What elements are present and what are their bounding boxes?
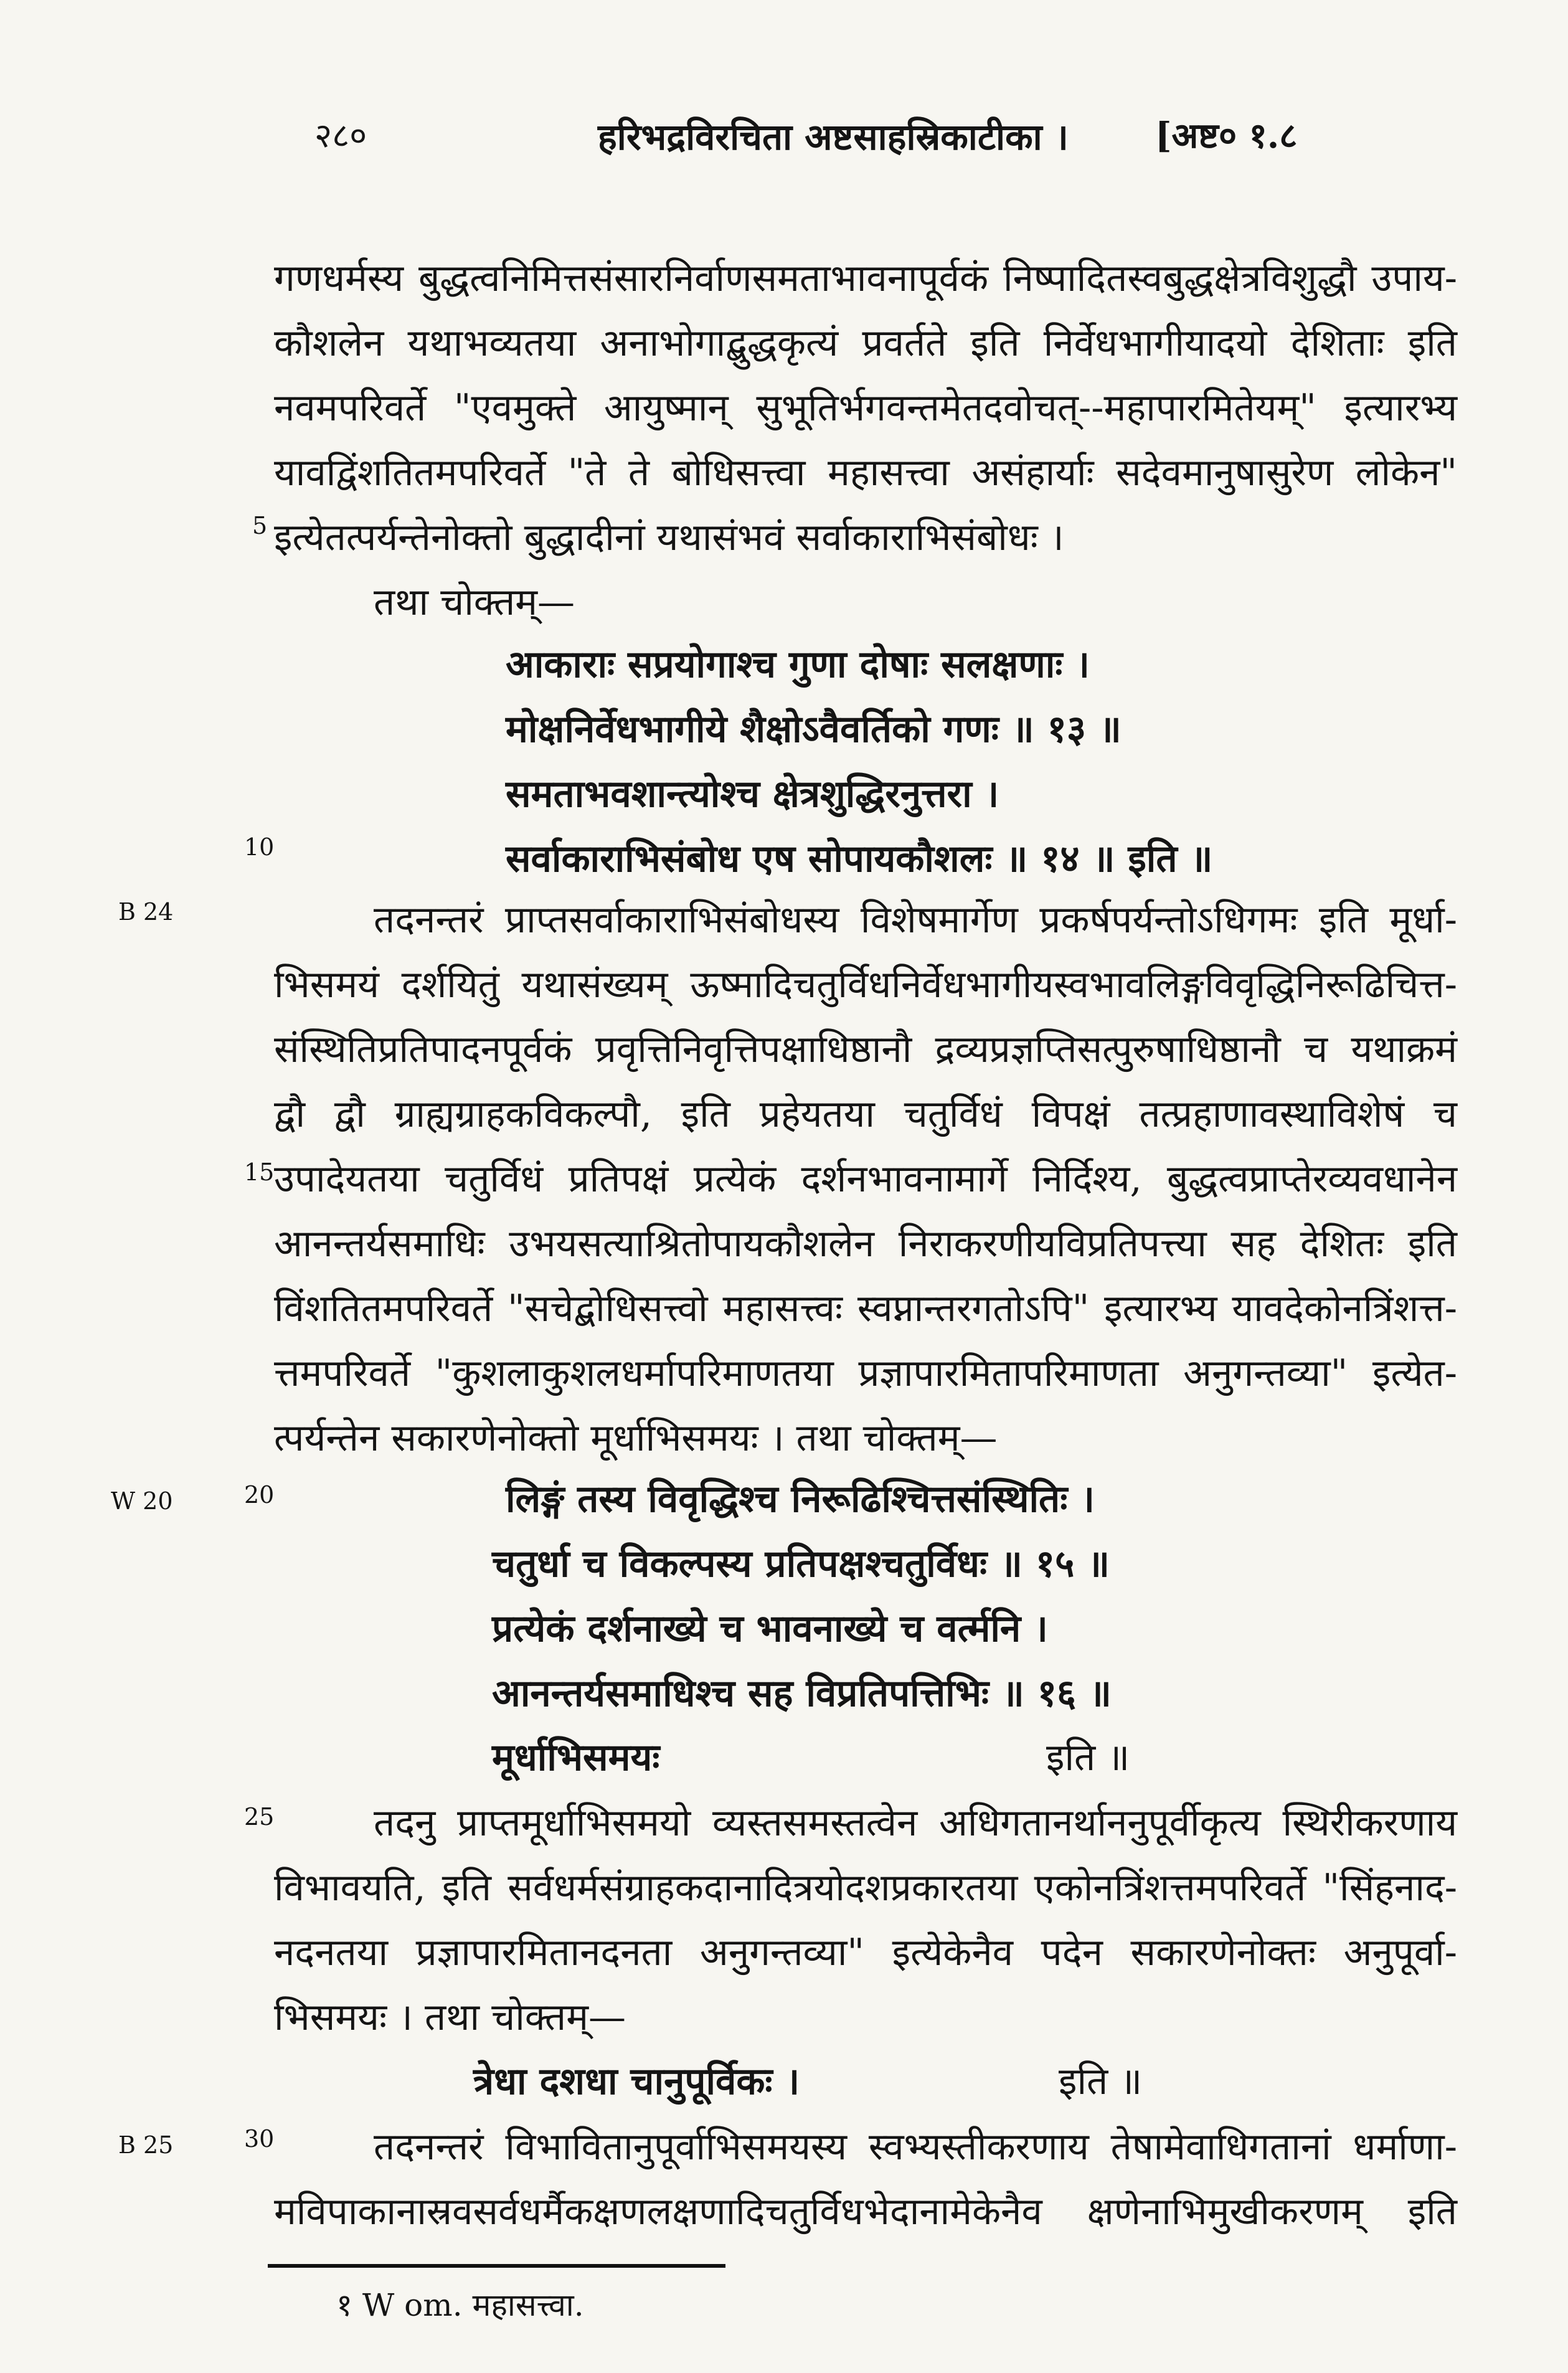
verse-1 <box>0 632 1568 891</box>
text-line: तदनन्तरं विभावितानुपूर्वाभिसमयस्य स्वभ्यस्तीकरणाय तेषामेवाधिगतानां धर्माणा- <box>374 2125 1457 2169</box>
verse-line: लिङ्गं तस्य विवृद्धिश्च निरूढिश्चित्तसंस्थितिः । <box>506 1477 1095 1521</box>
text-line: त्तमपरिवर्ते "कुशलाकुशलधर्मापरिमाणतया प्रज्ञापारमितापरिमाणता अनुगन्तव्या" इत्येत- <box>274 1352 1457 1395</box>
line-number: 5 <box>252 512 268 539</box>
verse-line: मोक्षनिर्वेधभागीये शैक्षोऽवैवर्तिको गणः ॥ १३ ॥ <box>506 708 1122 751</box>
paragraph-4 <box>274 2115 1457 2244</box>
verse-end-marker: इति ॥ <box>1059 2060 1143 2103</box>
text-line: नवमपरिवर्ते "एवमुक्ते आयुष्मान् सुभूतिर्भगवन्तमेतदवोचत्--महापारमितेयम्" इत्यारभ्य <box>274 386 1457 430</box>
text-line: यावद्विंशतितमपरिवर्ते "ते ते बोधिसत्त्वा महासत्त्वा असंहार्याः सदेवमानुषासुरेण लोकेन" <box>274 451 1457 495</box>
text-line: नदनतया प्रज्ञापारमितानदनता अनुगन्तव्या" इत्येकेनैव पदेन सकारणेनोक्तः अनुपूर्वा- <box>274 1931 1457 1974</box>
verse-end-marker: इति ॥ <box>1046 1736 1130 1779</box>
text-line: विभावयति, इति सर्वधर्मसंग्राहकदानादित्रयोदशप्रकारतया एकोनत्रिंशत्तमपरिवर्ते "सिंहनाद- <box>274 1866 1457 1910</box>
paragraph-3 <box>274 1791 1457 2050</box>
line-number: 30 <box>244 2125 275 2153</box>
margin-reference: B 24 <box>118 898 174 926</box>
page-header <box>0 111 1568 167</box>
line-number: 15 <box>244 1158 275 1186</box>
section-reference: [अष्ट० १.८ <box>1155 115 1298 156</box>
margin-reference: W 20 <box>111 1487 173 1515</box>
text-line: भिसमयं दर्शयितुं यथासंख्यम् ऊष्मादिचतुर्विधनिर्वेधभागीयस्वभावलिङ्गविवृद्धिनिरूढिचित्त- <box>274 963 1457 1007</box>
paragraph-1 <box>274 246 1457 635</box>
verse-line: आकाराः सप्रयोगाश्च गुणा दोषाः सलक्षणाः । <box>506 643 1090 686</box>
text-line: द्वौ द्वौ ग्राह्यग्राहकविकल्पौ, इति प्रहेयतया चतुर्विधं विपक्षं तत्प्रहाणावस्थाविशेषं च <box>274 1092 1457 1136</box>
line-number: 25 <box>244 1803 275 1831</box>
text-line: विंशतितमपरिवर्ते "सचेद्बोधिसत्त्वो महासत्त्वः स्वप्नान्तरगतोऽपि" इत्यारभ्य यावदेकोनत्रिंशत्त- <box>274 1287 1457 1330</box>
text-line: इत्येतत्पर्यन्तेनोक्तो बुद्धादीनां यथासंभवं सर्वाकाराभिसंबोधः । <box>274 516 1064 559</box>
verse-line: समताभवशान्त्योश्च क्षेत्रशुद्धिरनुत्तरा । <box>506 772 999 816</box>
verse-2 <box>0 1467 1568 1726</box>
text-line: त्पर्यन्तेन सकारणेनोक्तो मूर्धाभिसमयः । तथा चोक्तम्— <box>274 1416 998 1460</box>
text-line: तथा चोक्तम्— <box>374 580 575 624</box>
text-line: मविपाकानास्रवसर्वधर्मैकक्षणलक्षणादिचतुर्विधभेदानामेकेनैव क्षणेनाभिमुखीकरणम् इति <box>274 2190 1457 2233</box>
text-line: गणधर्मस्य बुद्धत्वनिमित्तसंसारनिर्वाणसमताभावनापूर्वकं निष्पादितस्वबुद्धक्षेत्रविशुद्धौ उपाय- <box>274 257 1457 300</box>
text-line: भिसमयः । तथा चोक्तम्— <box>274 1996 626 2039</box>
text-line: संस्थितिप्रतिपादनपूर्वकं प्रवृत्तिनिवृत्तिपक्षाधिष्ठानौ द्रव्यप्रज्ञप्तिसत्पुरुषाधिष्ठानौ च यथाक्रमं <box>274 1028 1457 1071</box>
verse-line: मूर्धाभिसमयः <box>492 1736 660 1779</box>
verse-line: चतुर्धा च विकल्पस्य प्रतिपक्षश्चतुर्विधः ॥ १५ ॥ <box>492 1542 1110 1586</box>
text-line: कौशलेन यथाभव्यतया अनाभोगाद्बुद्धकृत्यं प्रवर्तते इति निर्वेधभागीयादयो देशिताः इति <box>274 321 1457 365</box>
page-number: २८० <box>314 116 367 155</box>
text-line: उपादेयतया चतुर्विधं प्रतिपक्षं प्रत्येकं दर्शनभावनामार्गे निर्दिश्य, बुद्धत्वप्राप्तेरव्यवधानेन <box>274 1157 1457 1201</box>
text-line: तदनु प्राप्तमूर्धाभिसमयो व्यस्तसमस्तत्वेन अधिगतानर्थाननुपूर्वीकृत्य स्थिरीकरणाय <box>374 1801 1457 1845</box>
running-title: हरिभद्रविरचिता अष्टसाहस्रिकाटीका । <box>598 116 1069 158</box>
line-number: 10 <box>244 833 275 861</box>
footnote-rule <box>268 2264 725 2268</box>
margin-reference: B 25 <box>118 2131 174 2159</box>
text-line: तदनन्तरं प्राप्तसर्वाकाराभिसंबोधस्य विशेषमार्गेण प्रकर्षपर्यन्तोऽधिगमः इति मूर्धा- <box>374 898 1457 942</box>
verse-line: प्रत्येकं दर्शनाख्ये च भावनाख्ये च वर्त्मनि । <box>492 1607 1048 1651</box>
paragraph-2 <box>274 888 1457 1471</box>
text-line: आनन्तर्यसमाधिः उभयसत्याश्रितोपायकौशलेन निराकरणीयविप्रतिपत्त्या सह देशितः इति <box>274 1222 1457 1266</box>
verse-line: सर्वाकाराभिसंबोध एष सोपायकौशलः ॥ १४ ॥ इति ॥ <box>506 837 1213 881</box>
verse-line: त्रेधा दशधा चानुपूर्विकः । <box>473 2060 800 2103</box>
footnote: १ W om. महासत्त्वा. <box>336 2287 584 2323</box>
verse-line: आनन्तर्यसमाधिश्च सह विप्रतिपत्तिभिः ॥ १६ ॥ <box>492 1672 1112 1715</box>
line-number: 20 <box>244 1481 275 1509</box>
